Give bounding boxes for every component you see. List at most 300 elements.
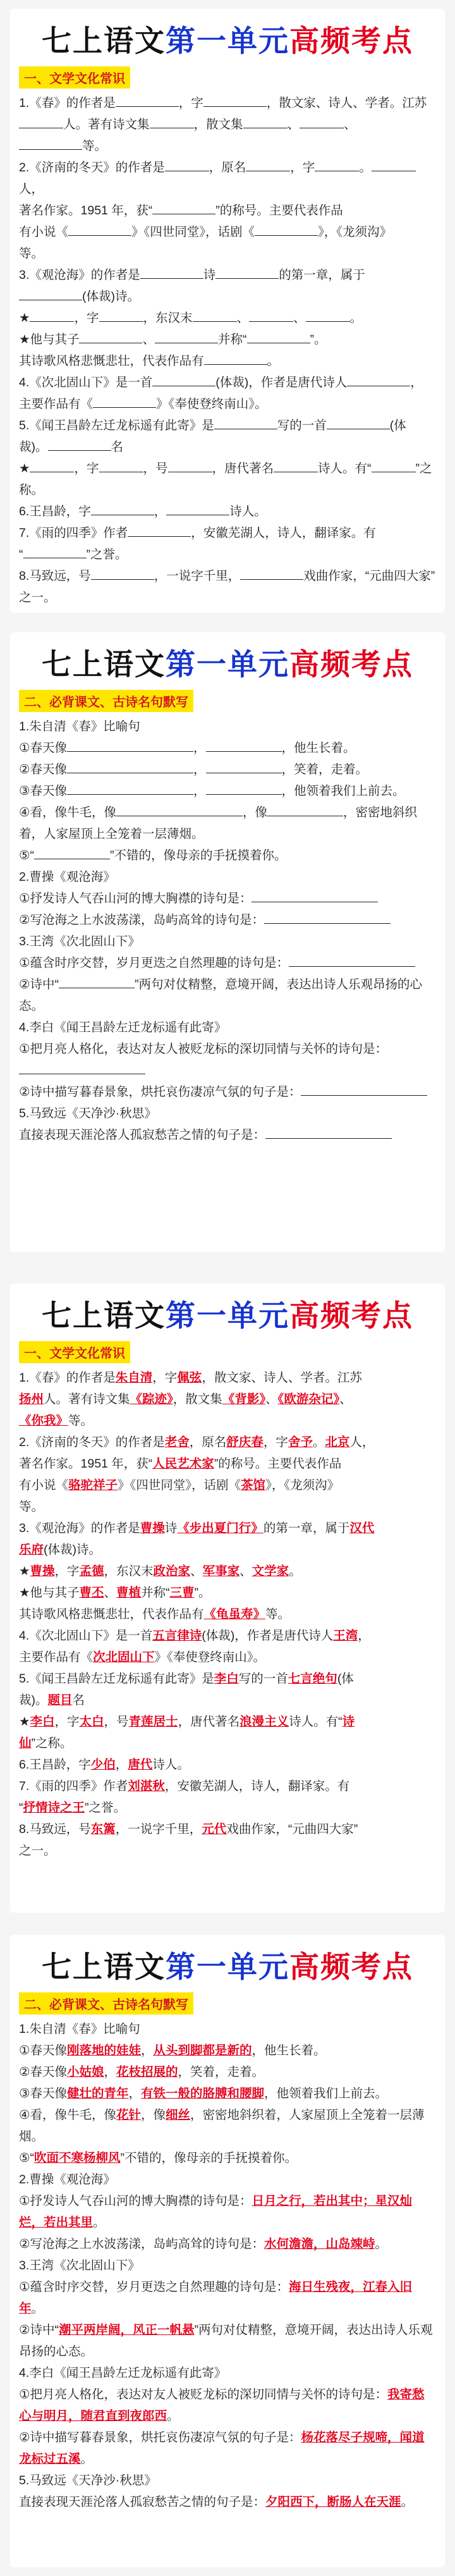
answer-text: 孟德 — [79, 1564, 104, 1578]
answer-text: 元代 — [202, 1822, 227, 1836]
recitation-answer-line — [19, 2169, 436, 2190]
recitation-line — [19, 931, 436, 952]
recitation-line — [19, 1038, 436, 1081]
line-text: 5.《闻王昌龄左迁龙标遥有此寄》是 — [19, 419, 214, 432]
knowledge-answer-line — [19, 1754, 436, 1776]
recitation-line — [19, 952, 436, 974]
line-text: 、 — [142, 333, 155, 347]
line-text: ，一说字千里， — [154, 569, 241, 583]
line-text: 人。著有诗文集 — [44, 1392, 130, 1406]
line-text: 直接表现天涯沦落人孤寂愁苦之情的句子是： — [19, 1128, 266, 1142]
fill-blank — [93, 393, 156, 408]
answer-text: 潮平两岸阔，风正一帆悬 — [58, 2323, 195, 2337]
line-text: ，唐代著名 — [178, 1715, 240, 1729]
line-text: ②诗中描写暮春景象，烘托哀伤凄凉气氛的句子是： — [19, 1085, 301, 1099]
knowledge-answer-line — [19, 1410, 436, 1432]
fill-blank — [247, 329, 310, 343]
line-text: 5.马致远《天净沙·秋思》 — [19, 2474, 157, 2487]
knowledge-line — [19, 587, 436, 608]
answer-text: 北京 — [325, 1435, 350, 1449]
line-text: ③春天像 — [19, 2087, 67, 2101]
line-text: 戏曲作家，“元曲四大家” — [303, 569, 435, 583]
blank-list-1 — [19, 92, 436, 608]
answer-list-1 — [19, 1367, 436, 1861]
knowledge-line — [19, 286, 436, 307]
knowledge-line — [19, 221, 436, 243]
fill-blank — [116, 92, 179, 107]
knowledge-line — [19, 264, 436, 286]
line-text: ， — [193, 784, 206, 798]
recitation-answer-line — [19, 2061, 436, 2083]
line-text: ②春天像 — [19, 2065, 67, 2079]
line-text: ①春天像 — [19, 2044, 67, 2058]
line-text: 》《奉使登终南山》。 — [156, 397, 267, 411]
line-text: 、 — [287, 118, 300, 132]
title-part-grade: 七上语文 — [42, 1299, 166, 1334]
line-text: ， — [104, 2065, 117, 2079]
line-text: 写的一首 — [238, 1672, 288, 1686]
recitation-line — [19, 909, 436, 931]
line-text: 名 — [72, 1693, 85, 1707]
fill-blank — [30, 307, 74, 322]
line-text: ①抒发诗人气吞山河的博大胸襟的诗句是： — [19, 2194, 252, 2208]
fill-blank — [203, 92, 267, 107]
title-part-topic: 高频考点 — [289, 1299, 413, 1334]
fill-blank — [289, 952, 415, 967]
line-text: ，散文家、诗人、学者。江苏 — [202, 1371, 362, 1385]
line-text: ， — [154, 505, 167, 518]
fill-blank — [48, 436, 111, 451]
line-text: 。 — [359, 161, 372, 175]
line-text: 人， — [19, 182, 44, 196]
answer-list-2 — [19, 2018, 436, 2513]
answer-text: 水何澹澹，山岛竦峙 — [264, 2237, 375, 2251]
recitation-answer-line — [19, 2190, 436, 2233]
fill-blank — [240, 565, 303, 580]
fill-blank — [246, 157, 290, 171]
fill-blank — [155, 329, 218, 343]
title-part-grade: 七上语文 — [42, 647, 166, 682]
fill-blank — [243, 114, 288, 128]
line-text: ”两句对仗精整，意境开阔，表达出诗人乐观昂扬的心态。 — [19, 2323, 433, 2358]
line-text: 3.《观沧海》的作者是 — [19, 1521, 140, 1535]
fill-blank — [99, 458, 143, 472]
line-text: 其诗歌风格悲慨悲壮，代表作品有 — [19, 354, 204, 368]
section-heading: 一、文学文化常识 — [19, 66, 130, 89]
answer-text: 少伯 — [90, 1758, 116, 1772]
fill-blank — [306, 307, 350, 322]
fill-blank — [206, 737, 282, 752]
answer-text: 《踪迹》 — [130, 1392, 173, 1406]
line-text: ，安徽芜湖人，诗人，翻译家。有 — [191, 526, 376, 540]
fill-blank — [67, 780, 193, 795]
recitation-line — [19, 1017, 436, 1038]
answer-text: 抒情诗之王 — [23, 1801, 85, 1815]
line-text: 有小说《 — [19, 225, 69, 239]
fill-blank — [67, 759, 193, 773]
fill-blank — [91, 501, 154, 515]
page-title — [19, 9, 436, 64]
title-part-topic: 高频考点 — [289, 1950, 413, 1985]
line-text: 并称“ — [218, 333, 247, 347]
answer-text: 文学家 — [252, 1564, 289, 1578]
fill-blank — [19, 114, 63, 128]
answer-text: 五言律诗 — [152, 1629, 202, 1643]
knowledge-answer-line — [19, 1582, 436, 1604]
line-text: ★ — [19, 462, 30, 475]
fill-blank — [267, 802, 343, 816]
title-part-topic: 高频考点 — [289, 647, 413, 682]
fill-blank — [79, 329, 142, 343]
line-text: ，散文集 — [173, 1392, 222, 1406]
answer-text: 三曹 — [169, 1586, 195, 1600]
answer-text: 李白 — [30, 1715, 55, 1729]
answer-text: 花枝招展的 — [116, 2065, 178, 2079]
line-text: ⑤“ — [19, 849, 34, 862]
line-text: ， — [410, 376, 423, 389]
line-text: 裁)。 — [19, 440, 48, 454]
line-text: 1.《春》的作者是 — [19, 1371, 116, 1385]
fill-blank — [19, 286, 82, 300]
line-text: ”之誉。 — [86, 548, 128, 561]
answer-text: 刚落地的娃娃 — [66, 2044, 141, 2058]
answer-text: 曹操 — [30, 1564, 55, 1578]
line-text: ，字 — [152, 1371, 178, 1385]
line-text: 等。 — [19, 1500, 44, 1514]
line-text: 。 — [401, 2495, 414, 2509]
line-text: ②诗中描写暮春景象，烘托哀伤凄凉气氛的句子是： — [19, 2431, 301, 2444]
fill-blank — [327, 415, 390, 429]
knowledge-line — [19, 565, 436, 587]
line-text: ，字 — [74, 462, 99, 475]
knowledge-answer-line — [19, 1776, 436, 1797]
fill-blank — [19, 1060, 145, 1074]
line-text: 6.王昌龄，字 — [19, 505, 91, 518]
line-text: 、 — [339, 1392, 352, 1406]
fill-blank — [165, 157, 209, 171]
line-text: ，字 — [290, 161, 315, 175]
fill-blank — [67, 737, 193, 752]
knowledge-line — [19, 372, 436, 393]
fill-blank — [347, 372, 410, 386]
line-text: ★ — [19, 1564, 30, 1578]
line-text: ，他领着我们上前去。 — [264, 2087, 388, 2101]
line-text: 7.《雨的四季》作者 — [19, 526, 128, 540]
recitation-answer-line — [19, 2362, 436, 2384]
answer-text: 青莲居士 — [128, 1715, 178, 1729]
answer-text: 我寄愁心与明月，随君直到夜郎西 — [19, 2388, 425, 2423]
recitation-answer-line — [19, 2104, 436, 2147]
line-text: 。 — [93, 2216, 106, 2229]
fill-blank — [300, 114, 344, 128]
line-text: 。 — [167, 2409, 179, 2423]
recitation-line — [19, 845, 436, 866]
line-text: ，字 — [74, 311, 99, 325]
line-text: 写的一首 — [277, 419, 327, 432]
line-text: 2.曹操《观沧海》 — [19, 2173, 116, 2187]
recitation-line — [19, 1103, 436, 1124]
answer-text: 七言绝句 — [288, 1672, 337, 1686]
answer-text: 太白 — [79, 1715, 104, 1729]
line-text: 5.《闻王昌龄左迁龙标遥有此寄》是 — [19, 1672, 214, 1686]
knowledge-line — [19, 307, 436, 329]
fill-blank — [150, 114, 194, 128]
knowledge-line — [19, 522, 436, 544]
line-text: 诗 — [203, 268, 216, 282]
line-text: 3.王湾《次北固山下》 — [19, 935, 140, 948]
line-text: ①把月亮人格化，表达对友人被贬龙标的深切同情与关怀的诗句是： — [19, 1042, 387, 1056]
knowledge-answer-line — [19, 1840, 436, 1861]
card-recitation-answers — [10, 1935, 445, 2567]
line-text: “ — [19, 548, 23, 561]
fill-blank — [168, 458, 212, 472]
recitation-line — [19, 802, 436, 845]
answer-text: 人民艺术家 — [152, 1457, 214, 1471]
fill-blank — [19, 135, 82, 150]
line-text: (体 — [337, 1672, 354, 1686]
recitation-answer-line — [19, 2491, 436, 2513]
line-text: 其诗歌风格悲慨悲壮，代表作品有 — [19, 1607, 204, 1621]
line-text: 人， — [349, 1435, 375, 1449]
line-text: ”之誉。 — [85, 1801, 126, 1815]
knowledge-line — [19, 415, 436, 436]
answer-text: 刘湛秋 — [128, 1779, 165, 1793]
line-text: 》《四世同堂》，话剧《 — [131, 225, 255, 239]
title-part-grade: 七上语文 — [42, 24, 166, 59]
line-text: ，笑着，走着。 — [178, 2065, 265, 2079]
line-text: 直接表现天涯沦落人孤寂愁苦之情的句子是： — [19, 2495, 266, 2509]
knowledge-answer-line — [19, 1819, 436, 1840]
line-text: 著名作家。1951 年，获“ — [19, 204, 153, 218]
line-text: 主要作品有《 — [19, 397, 94, 411]
recitation-answer-line — [19, 2040, 436, 2061]
line-text: 8.马致远，号 — [19, 569, 91, 583]
line-text: 3.王湾《次北固山下》 — [19, 2259, 140, 2272]
line-text: ，他领着我们上前去。 — [281, 784, 405, 798]
line-text: 等。 — [19, 247, 44, 261]
line-text: ，东汉末 — [104, 1564, 154, 1578]
answer-text: 《背影》 — [222, 1392, 266, 1406]
answer-text: 东篱 — [90, 1822, 116, 1836]
line-text: ②春天像 — [19, 763, 67, 776]
answer-text: 《龟虽寿》 — [203, 1607, 266, 1621]
card-knowledge-answers — [10, 1284, 445, 1913]
line-text: ”的称号。主要代表作品 — [214, 1457, 342, 1471]
recitation-line — [19, 759, 436, 780]
line-text: ，原名 — [189, 1435, 227, 1449]
line-text: ，他生长着。 — [281, 741, 356, 755]
line-text: ④看，像牛毛，像 — [19, 806, 116, 819]
recitation-line — [19, 888, 436, 909]
line-text: 。 — [31, 2302, 44, 2315]
fill-blank — [34, 845, 110, 859]
fill-blank — [206, 759, 282, 773]
line-text: ★他与其子 — [19, 333, 80, 347]
answer-text: 李白 — [214, 1672, 239, 1686]
title-part-unit: 第一单元 — [166, 1299, 289, 1334]
line-text: 、 — [265, 1392, 278, 1406]
knowledge-line — [19, 329, 436, 350]
answer-text: 乐府 — [19, 1543, 44, 1557]
line-text: 1.朱自清《春》比喻句 — [19, 2022, 140, 2036]
line-text: ，唐代著名 — [212, 462, 274, 475]
fill-blank — [140, 264, 203, 279]
line-text: ，一说字千里， — [115, 1822, 202, 1836]
fill-blank — [301, 1081, 427, 1096]
knowledge-answer-line — [19, 1389, 436, 1410]
title-part-unit: 第一单元 — [166, 1950, 289, 1985]
line-text: ，像 — [141, 2108, 166, 2122]
line-text: (体裁)诗。 — [44, 1543, 102, 1557]
line-text: ，东汉末 — [143, 311, 193, 325]
recitation-line — [19, 974, 436, 1017]
knowledge-line — [19, 436, 436, 458]
fill-blank — [214, 415, 277, 429]
line-text: ”之称。 — [31, 1736, 73, 1750]
line-text: ”的称号。主要代表作品 — [215, 204, 343, 218]
knowledge-answer-line — [19, 1432, 436, 1453]
line-text: 诗 — [164, 1521, 178, 1535]
fill-blank — [265, 1124, 392, 1139]
line-text: 、 — [236, 311, 250, 325]
section-heading: 二、必背课文、古诗名句默写 — [19, 1992, 193, 2015]
answer-text: 夕阳西下，断肠人在天涯 — [265, 2495, 401, 2509]
answer-text: 曹操 — [140, 1521, 165, 1535]
answer-text: 浪漫主义 — [240, 1715, 289, 1729]
fill-blank — [215, 264, 279, 279]
line-text: 的第一章，属于 — [279, 268, 365, 282]
page-title — [19, 632, 436, 687]
section-heading: 二、必背课文、古诗名句默写 — [19, 690, 193, 712]
knowledge-answer-line — [19, 1647, 436, 1668]
line-text: 主要作品有《 — [19, 1650, 94, 1664]
answer-text: 杨花落尽子规啼，闻道龙标过五溪 — [19, 2431, 425, 2466]
line-text: ①蕴含时序交替，岁月更迭之自然理趣的诗句是： — [19, 2280, 289, 2294]
line-text: ”。 — [194, 1586, 211, 1600]
recitation-answer-line — [19, 2427, 436, 2470]
line-text: 的第一章，属于 — [263, 1521, 350, 1535]
line-text: 8.马致远，号 — [19, 1822, 91, 1836]
knowledge-line — [19, 135, 436, 157]
line-text: 之一。 — [19, 591, 56, 604]
recitation-answer-line — [19, 2233, 436, 2255]
line-text: ，密密地斜织着，人家屋顶上全笼着一层薄烟。 — [19, 2108, 425, 2144]
knowledge-answer-line — [19, 1690, 436, 1711]
knowledge-answer-line — [19, 1496, 436, 1518]
line-text: ，安徽芜湖人，诗人，翻译家。有 — [164, 1779, 350, 1793]
line-text: 诗人。 — [152, 1758, 190, 1772]
fill-blank — [193, 307, 237, 322]
knowledge-line — [19, 114, 436, 135]
line-text: ①蕴含时序交替，岁月更迭之自然理趣的诗句是： — [19, 956, 289, 970]
blank-list-2 — [19, 716, 436, 1146]
answer-text: 政治家 — [153, 1564, 191, 1578]
line-text: ，字 — [54, 1715, 80, 1729]
line-text: ④看，像牛毛，像 — [19, 2108, 116, 2122]
line-text: ①把月亮人格化，表达对友人被贬龙标的深切同情与关怀的诗句是： — [19, 2388, 387, 2401]
answer-text: 王湾 — [333, 1629, 358, 1643]
fill-blank — [152, 200, 215, 214]
answer-text: 吹面不寒杨柳风 — [33, 2151, 121, 2165]
line-text: 1.《春》的作者是 — [19, 96, 116, 110]
line-text: 等。 — [82, 139, 107, 153]
knowledge-answer-line — [19, 1561, 436, 1582]
recitation-answer-line — [19, 2255, 436, 2276]
fill-blank — [372, 458, 416, 472]
line-text: ②诗中“ — [19, 2323, 59, 2337]
answer-text: 茶馆 — [241, 1478, 266, 1492]
line-text: ，他生长着。 — [252, 2044, 326, 2058]
line-text: ①春天像 — [19, 741, 67, 755]
knowledge-answer-line — [19, 1518, 436, 1539]
line-text: (体 — [389, 419, 406, 432]
line-text: 》，《龙须沟》 — [318, 225, 392, 239]
line-text: ，散文集 — [193, 118, 243, 132]
line-text: ③春天像 — [19, 784, 67, 798]
knowledge-answer-line — [19, 1604, 436, 1625]
knowledge-answer-line — [19, 1367, 436, 1389]
line-text: ， — [193, 763, 206, 776]
line-text: 有小说《 — [19, 1478, 69, 1492]
recitation-line — [19, 737, 436, 759]
line-text: ★他与其子 — [19, 1586, 80, 1600]
fill-blank — [204, 350, 267, 365]
answer-text: 日月之行，若出其中；星汉灿烂，若出其里 — [19, 2194, 412, 2229]
answer-text: 汉代 — [349, 1521, 375, 1535]
fill-blank — [252, 888, 378, 902]
answer-text: 从头到脚都是新的 — [153, 2044, 252, 2058]
line-text: ②写沧海之上水波荡漾，岛屿高耸的诗句是： — [19, 2237, 264, 2251]
fill-blank — [264, 909, 391, 924]
recitation-answer-line — [19, 2276, 436, 2319]
knowledge-line — [19, 544, 436, 565]
fill-blank — [91, 565, 154, 580]
line-text: ★ — [19, 311, 30, 325]
line-text: 。 — [312, 1435, 325, 1449]
answer-text: 骆驼祥子 — [68, 1478, 118, 1492]
line-text: ，号 — [104, 1715, 129, 1729]
fill-blank — [315, 157, 359, 171]
line-text: ， — [128, 2087, 142, 2101]
answer-text: 军事家 — [202, 1564, 240, 1578]
title-part-unit: 第一单元 — [166, 647, 289, 682]
line-text: 4.李白《闻王昌龄左迁龙标遥有此寄》 — [19, 2366, 227, 2380]
fill-blank — [30, 458, 74, 472]
line-text: 名 — [111, 440, 124, 454]
recitation-line — [19, 1124, 436, 1146]
knowledge-line — [19, 92, 436, 114]
knowledge-answer-line — [19, 1733, 436, 1754]
line-text: ”。 — [310, 333, 327, 347]
answer-text: 诗 — [342, 1715, 355, 1729]
answer-text: 健壮的青年 — [66, 2087, 129, 2101]
line-text: 并称“ — [141, 1586, 170, 1600]
answer-text: 舒庆春 — [226, 1435, 264, 1449]
section-heading: 一、文学文化常识 — [19, 1341, 130, 1363]
knowledge-line — [19, 200, 436, 221]
line-text: ， — [141, 2044, 154, 2058]
answer-text: 朱自清 — [115, 1371, 153, 1385]
line-text: 》，《龙须沟》 — [265, 1478, 340, 1492]
line-text: ，字 — [263, 1435, 288, 1449]
line-text: ”两句对仗精整，意境开阔，表达出诗人乐观昂扬的心态。 — [19, 978, 422, 1013]
line-text: 、 — [240, 1564, 252, 1578]
answer-text: 仙 — [19, 1736, 32, 1750]
knowledge-line — [19, 157, 436, 200]
answer-text: 曹植 — [116, 1586, 142, 1600]
title-part-unit: 第一单元 — [166, 24, 289, 59]
page-title — [19, 1284, 436, 1339]
